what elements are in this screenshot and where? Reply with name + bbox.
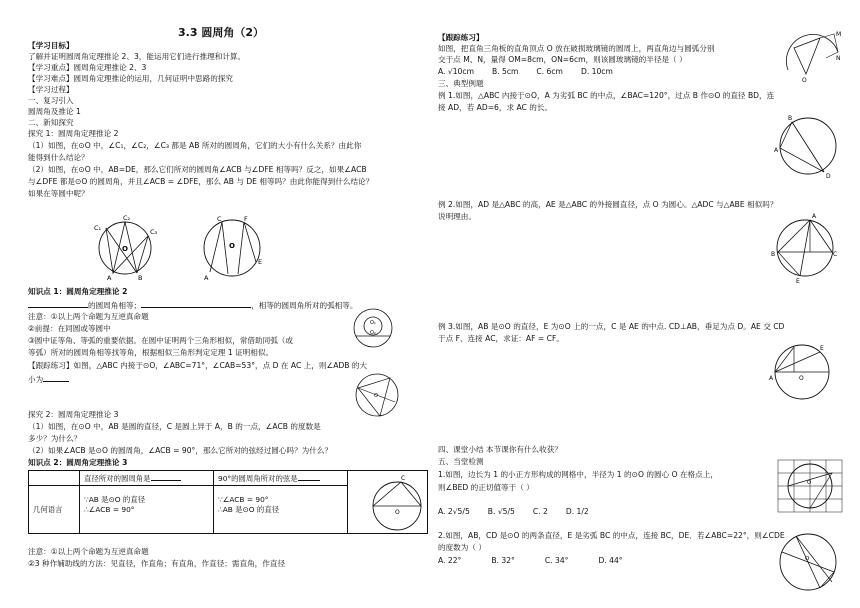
follow-2-options [438, 67, 631, 77]
knowledge-point-2: 知识点 2：圆周角定理推论 3 [28, 458, 128, 467]
figure-equal-arcs [198, 212, 268, 284]
q1-line1: （1）如图，在⊙O 中，∠C₁，∠C₂，∠C₃ 都是 AB 所对的圆周角，它们的大小有什么关系？由此你 [28, 141, 362, 150]
table-cell-1: ∵AB 是⊙O 的直径 ∴∠ACB = 90° [80, 486, 214, 534]
figure-example-1 [772, 108, 842, 182]
option-a[interactable]: A. √10cm [438, 67, 474, 76]
option-b[interactable]: B. 5cm [491, 67, 519, 76]
figure-diameter-right-angle [367, 474, 427, 534]
q2-line1: （2）如图，在⊙O 中，AB=DE，那么它们所对的圆周角∠ACB 与∠DFE 相等吗？反之，如果∠ACB [28, 165, 367, 174]
follow-1-line1: 【跟踪练习】如图，△ABC 内接于⊙O，∠ABC=71°，∠CAB=53°，点 D 在 AC 上，则∠ADB 的大 [28, 361, 368, 370]
option-c[interactable]: C. 34° [544, 556, 569, 565]
follow-1-line2: 小为 [28, 373, 69, 385]
test-1-line2: 则∠BED 的正切值等于（ ） [438, 483, 534, 492]
svg-text:A: A [812, 213, 817, 220]
example-2-line1: 例 2.如图，AD 是△ABC 的高，AE 是△ABC 的外接圆直径，点 O 为圆心。△ADC 与△ABE 相似吗？ [438, 200, 778, 209]
option-b[interactable]: B. 32° [491, 556, 515, 565]
option-d[interactable]: D. 44° [598, 556, 623, 565]
section-1-text: 圆周角及推论 1 [28, 107, 81, 116]
example-3-line2: 于点 F，连接 AC，求证：AF = CF。 [438, 334, 564, 343]
hard-heading: 【学习难点】圆周角定理推论的运用，几何证明中思路的探究 [28, 74, 234, 83]
svg-text:O: O [807, 480, 812, 486]
knowledge-point-1: 知识点 1：圆周角定理推论 2 [28, 287, 128, 296]
note-4: 注意：①以上两个命题为互逆真命题 [28, 547, 149, 556]
option-a[interactable]: A. 22° [438, 556, 462, 565]
test-1-line1: 1.如图，边长为 1 的小正方形构成的网格中，半径为 1 的⊙O 的圆心 O 在格点上， [438, 470, 718, 479]
svg-text:A: A [769, 375, 774, 382]
table-header-2: 90°的圆周角所对的弦是 [214, 471, 348, 486]
label-c2: C₂ [123, 214, 131, 222]
example-2-line2: 说明理由。 [438, 212, 476, 221]
label-o: O [122, 245, 128, 253]
test-2-options [438, 556, 641, 566]
q2-line2: 与∠DFE 都是⊙O 的圆周角，并且∠ACB = ∠DFE，那么 AB 与 DE 相等吗？由此你能得到什么结论？ [28, 177, 374, 186]
label-c3: C₃ [150, 228, 158, 236]
label-a: A [107, 274, 112, 282]
test-2-line1: 2.如图，AB，CD 是⊙O 的两条直径，E 是劣弧 BC 的中点，连接 BC，DE．若∠ABC=22°，则∠CDE [438, 531, 785, 540]
section-1: 一、复习引入 [28, 96, 74, 105]
figure-example-2 [770, 208, 840, 284]
note-5: ②3 种作辅助线的方法：见直径，作直角；有直角，作直径；需直角，作直径 [28, 559, 286, 568]
svg-text:A: A [774, 147, 779, 154]
key-heading: 【学习重点】圆周角定理推论 2、3 [28, 63, 147, 72]
option-c[interactable]: C. 6cm [536, 67, 563, 76]
e2-q2: （2）如果∠ACB 是⊙O 的圆周角，∠ACB = 90°，那么它所对的弦经过圆心吗？为什么？ [28, 446, 333, 455]
e2-q1-line1: （1）如图，在⊙O 中，AB 是圆的直径，C 是圆上异于 A，B 的一点，∠ACB 的度数是 [28, 422, 321, 431]
table-cell-2: ∵∠ACB = 90° ∴AB 是⊙O 的直径 [214, 486, 348, 534]
svg-text:B: B [788, 115, 793, 122]
figure-inscribed-angles [80, 214, 170, 284]
svg-text:C: C [217, 215, 222, 223]
note-1: 注意：①以上两个命题为互逆真命题 [28, 312, 149, 321]
note-3-line1: ③圆中证等角、等弧的重要依据。在圆中证明两个三角形相似，常借助同弧（或 [28, 336, 293, 345]
svg-text:O: O [395, 509, 400, 516]
note-3-line2: 等弧）所对的圆周角相等找等角，根据相似三角形判定定理 1 证明相似。 [28, 348, 274, 357]
label-b: B [138, 274, 143, 282]
figure-test-2 [774, 526, 842, 598]
section-5: 五、当堂检测 [438, 457, 484, 466]
figure-triangle-abc [350, 370, 405, 420]
label-c1: C₁ [94, 224, 102, 232]
follow-2-line1: 如图，把直角三角板的直角顶点 O 放在破损玻璃镜的圆周上，两直角边与圆弧分别 [438, 44, 715, 53]
goal-heading: 【学习目标】 [28, 41, 74, 50]
note-2: ②前提：在同圆或等圆中 [28, 324, 111, 333]
svg-text:C: C [833, 251, 838, 258]
svg-text:O: O [805, 556, 810, 562]
blank-2[interactable] [141, 299, 251, 308]
kp1-text: 的圆周角相等； ，相等的圆周角所对的弧相等。 [28, 299, 357, 311]
answer-blank[interactable] [43, 373, 69, 382]
goal-text: 了解并证明圆周角定理推论 2、3，能运用它们进行推理和计算。 [28, 52, 246, 61]
section-3: 三、典型例题 [438, 79, 484, 88]
follow-2-line2: 交于点 M、N，量得 OM=8cm，ON=6cm，则该圆玻璃镜的半径是（ ） [438, 55, 687, 64]
e2-q1-line2: 多少？为什么？ [28, 434, 82, 443]
svg-text:E: E [820, 345, 824, 352]
svg-text:O: O [229, 242, 235, 250]
explore-1: 探究 1：圆周角定理推论 2 [28, 129, 119, 138]
option-d[interactable]: D. 10cm [580, 67, 613, 76]
figure-example-3 [768, 338, 834, 402]
test-1-options [438, 507, 607, 517]
option-b[interactable]: B. √5/5 [487, 507, 515, 516]
svg-text:C: C [401, 475, 406, 482]
svg-text:N: N [836, 55, 841, 62]
figure-two-circles [348, 306, 398, 352]
test-2-line2: 的度数为（ ） [438, 543, 486, 552]
svg-text:O₂: O₂ [370, 330, 376, 336]
table-row-label: 几何语言 [29, 486, 80, 534]
svg-text:O: O [799, 375, 804, 382]
process-heading: 【学习过程】 [28, 85, 74, 94]
svg-text:O: O [374, 393, 378, 399]
example-1-line2: 接 AD，若 AD=6，求 AC 的长。 [438, 103, 553, 112]
svg-text:F: F [244, 215, 248, 223]
figure-broken-mirror [776, 30, 846, 85]
svg-text:B: B [771, 251, 776, 258]
svg-text:E: E [796, 278, 800, 285]
svg-text:M: M [836, 31, 842, 38]
q2-line3: 如果在等圆中呢？ [28, 189, 89, 198]
table-header-1: 直径所对的圆周角是 [80, 471, 214, 486]
option-d[interactable]: D. 1/2 [565, 507, 589, 516]
svg-text:O₁: O₁ [370, 320, 376, 326]
blank-1[interactable] [28, 299, 88, 308]
section-4: 四、课堂小结 本节课你有什么收获？ [438, 445, 562, 454]
explore-2: 探究 2：圆周角定理推论 3 [28, 410, 119, 419]
figure-grid-circle [774, 456, 846, 516]
page-title: 3.3 圆周角（2） [178, 26, 264, 39]
section-2: 二、新知探究 [28, 118, 74, 127]
example-3-line1: 例 3.如图，AB 是⊙O 的直径，E 为⊙O 上的一点，C 是 AE 的中点. CD⊥AB，垂足为点 D。AE 交 CD [438, 322, 785, 331]
svg-text:E: E [258, 258, 263, 266]
svg-text:A: A [204, 274, 209, 282]
svg-text:O: O [802, 77, 807, 84]
follow-heading: 【跟踪练习】 [438, 33, 484, 42]
option-c[interactable]: C. 2 [532, 507, 548, 516]
example-1-line1: 例 1.如图，△ABC 内接于⊙O，A 为劣弧 BC 的中点，∠BAC=120°，过点 B 作⊙O 的直径 BD，连 [438, 91, 775, 100]
svg-text:D: D [826, 173, 831, 180]
option-a[interactable]: A. 2√5/5 [438, 507, 470, 516]
table-corner [29, 471, 80, 486]
q1-line2: 能得到什么结论？ [28, 153, 89, 162]
